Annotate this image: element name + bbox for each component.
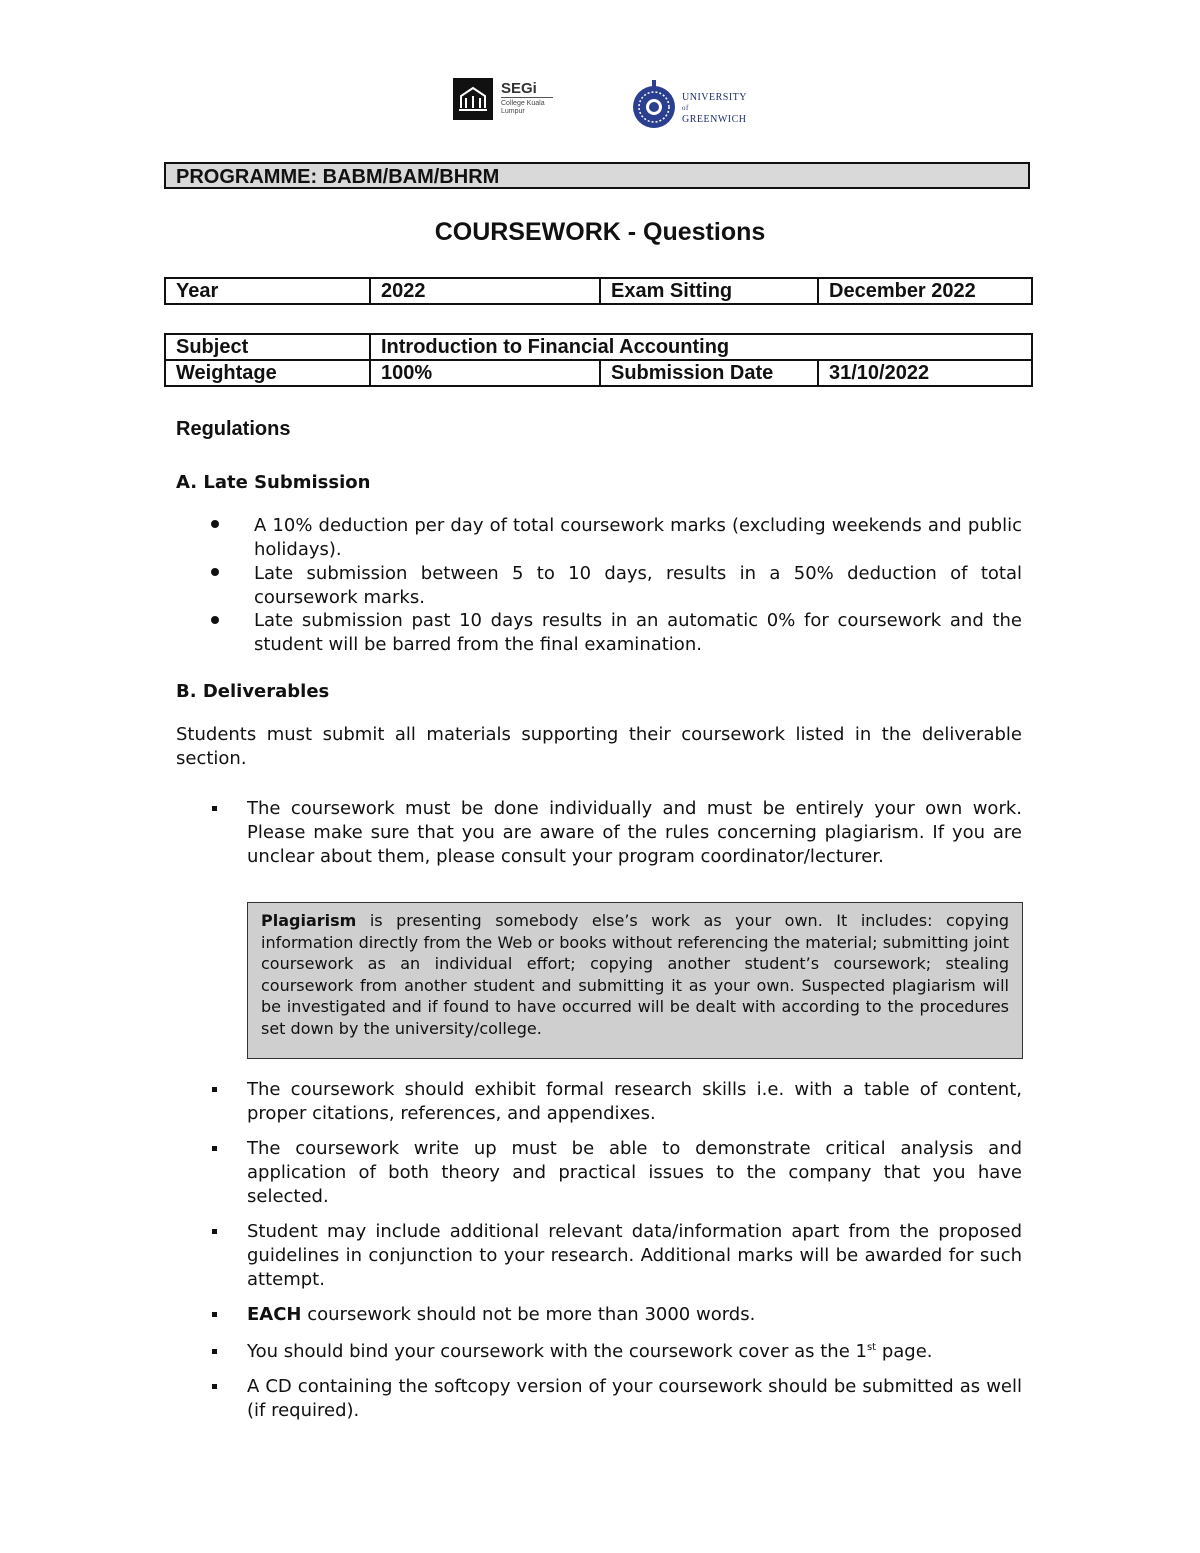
page-title: COURSEWORK - Questions [434,218,766,246]
bullet-icon [212,1312,217,1317]
deliverables-intro: Students must submit all materials supporting their coursework listed in the deliverable section. [176,724,1022,769]
bullet-icon [211,616,219,624]
segi-emblem-icon [453,78,493,120]
late-item-1: A 10% deduction per day of total coursework marks (excluding weekends and public holidays). [254,515,1022,560]
programme-bar [164,162,1030,189]
regulations-heading: Regulations [176,418,291,440]
bullet-icon [212,1349,217,1354]
exam-sitting-value: December 2022 [818,278,1032,304]
deliverables-heading: B. Deliverables [176,681,330,702]
submission-date-value: 31/10/2022 [818,360,1032,386]
plagiarism-text: Plagiarism is presenting somebody else’s work as your own. It includes: copying information directly from the Web or books without referencing the material; submitting joint coursework as an individual effort; copying another student’s coursework; stealing coursework from another student and submitting it as your own. Suspected plagiarism will be investigated and if found to have occurred will be dealt with according to the procedures set down by the university/college. [261,911,1009,1038]
deliverable-item-3: The coursework write up must be able to demonstrate critical analysis and application of both theory and practical issues to the company that you have selected. [247,1138,1022,1207]
bullet-icon [212,1229,217,1234]
subject-table [164,333,1033,387]
bullet-icon [212,1087,217,1092]
deliverable-item-7: A CD containing the softcopy version of your coursework should be submitted as well (if required). [247,1376,1022,1421]
segi-name: SEGi [501,80,537,97]
deliverable-item-4: Student may include additional relevant data/information apart from the proposed guidelines in conjunction to your research. Additional marks will be awarded for such attempt. [247,1221,1022,1290]
year-value: 2022 [370,278,600,304]
subject-label: Subject [165,334,370,360]
exam-sitting-label: Exam Sitting [600,278,818,304]
segi-subtitle: College Kuala Lumpur [501,100,545,115]
bullet-icon [211,520,219,528]
bullet-icon [211,568,219,576]
bullet-icon [212,1384,217,1389]
segi-divider [501,97,553,98]
deliverable-item-2: The coursework should exhibit formal research skills i.e. with a table of content, proper citations, references, and appendixes. [247,1079,1022,1124]
programme-label: PROGRAMME: BABM/BAM/BHRM [176,166,500,188]
year-table [164,277,1033,305]
late-item-3: Late submission past 10 days results in an automatic 0% for coursework and the student will be barred from the final examination. [254,610,1022,655]
weightage-label: Weightage [165,360,370,386]
weightage-value: 100% [370,360,600,386]
greenwich-crest-icon [630,80,678,130]
late-submission-heading: A. Late Submission [176,472,371,493]
greenwich-logo [630,76,760,132]
bullet-icon [212,1146,217,1151]
deliverable-item-5: EACH coursework should not be more than 3000 words. [247,1304,756,1325]
segi-logo [453,78,557,130]
submission-date-label: Submission Date [600,360,818,386]
deliverable-item-1: The coursework must be done individually and must be entirely your own work. Please make sure that you are aware of the rules concerning plagiarism. If you are unclear about them, please consult your program coordinator/lecturer. [247,798,1022,867]
bullet-icon [212,806,217,811]
subject-value: Introduction to Financial Accounting [370,334,1032,360]
late-item-2: Late submission between 5 to 10 days, results in a 50% deduction of total coursework marks. [254,563,1022,608]
year-label: Year [165,278,370,304]
plagiarism-box [247,902,1023,1059]
deliverable-item-6: You should bind your coursework with the coursework cover as the 1st page. [247,1341,933,1362]
greenwich-wordmark: UNIVERSITY of GREENWICH [682,92,747,125]
